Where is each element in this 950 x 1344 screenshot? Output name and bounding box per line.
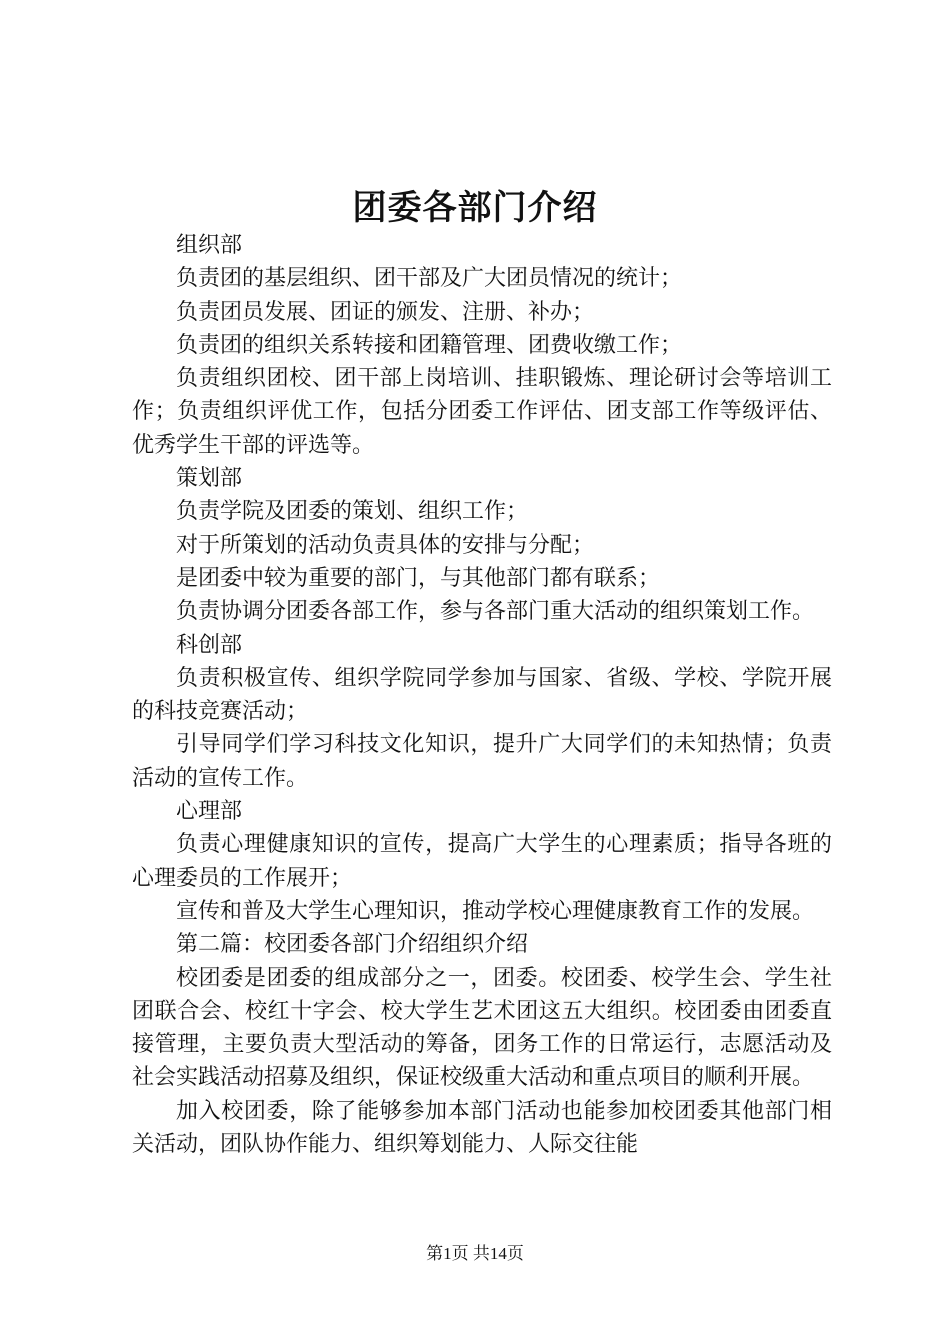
paragraph: 负责积极宣传、组织学院同学参加与国家、省级、学校、学院开展的科技竞赛活动； (132, 665, 832, 725)
chapter-heading: 第二篇：校团委各部门介绍组织介绍 (176, 932, 529, 958)
section-heading-planning: 策划部 (176, 466, 243, 492)
paragraph: 校团委是团委的组成部分之一，团委。校团委、校学生会、学生社团联合会、校红十字会、校大学生艺术团这五大组织。校团委由团委直接管理，主要负责大型活动的筹备，团务工作的日常运行，志愿活动及社会实践活动招募及组织，保证校级重大活动和重点项目的顺利开展。 (132, 965, 832, 1091)
paragraph: 加入校团委，除了能够参加本部门活动也能参加校团委其他部门相关活动，团队协作能力、组织筹划能力、人际交往能 (132, 1098, 832, 1158)
section-heading-innovation: 科创部 (176, 632, 243, 658)
paragraph: 负责协调分团委各部工作，参与各部门重大活动的组织策划工作。 (176, 599, 815, 625)
paragraph: 负责团的组织关系转接和团籍管理、团费收缴工作； (176, 332, 683, 358)
paragraph: 对于所策划的活动负责具体的安排与分配； (176, 532, 595, 558)
paragraph: 宣传和普及大学生心理知识，推动学校心理健康教育工作的发展。 (176, 898, 815, 924)
section-heading-psychology: 心理部 (176, 799, 243, 825)
paragraph: 负责心理健康知识的宣传，提高广大学生的心理素质；指导各班的心理委员的工作展开； (132, 832, 832, 891)
paragraph: 负责组织团校、团干部上岗培训、挂职锻炼、理论研讨会等培训工作；负责组织评优工作，包括分团委工作评估、团支部工作等级评估、优秀学生干部的评选等。 (132, 366, 832, 458)
paragraph: 负责团的基层组织、团干部及广大团员情况的统计； (176, 266, 683, 292)
page-footer: 第1页 共14页 (426, 1244, 524, 1263)
paragraph: 是团委中较为重要的部门，与其他部门都有联系； (176, 565, 661, 591)
section-heading-organization: 组织部 (176, 233, 243, 258)
paragraph: 负责学院及团委的策划、组织工作； (176, 499, 529, 525)
paragraph: 引导同学们学习科技文化知识，提升广大同学们的未知热情；负责活动的宣传工作。 (132, 732, 832, 791)
document-body (132, 229, 832, 1161)
document-title: 团委各部门介绍 (352, 188, 598, 228)
paragraph: 负责团员发展、团证的颁发、注册、补办； (176, 299, 595, 325)
